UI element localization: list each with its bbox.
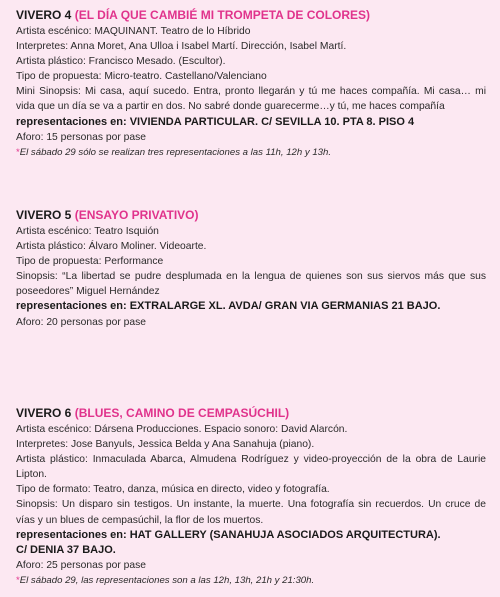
vivero-6-tipo-formato: Tipo de formato: Teatro, danza, música en directo, video y fotografía. <box>16 484 330 496</box>
vivero-5-subtitle: (ENSAYO PRIVATIVO) <box>74 208 199 222</box>
vivero-4-note-asterisk: * <box>16 146 20 158</box>
vivero-4-subtitle: (EL DÍA QUE CAMBIÉ MI TROMPETA DE COLORES) <box>74 8 371 22</box>
vivero-5-number: VIVERO 5 <box>16 208 72 222</box>
vivero-6-sinopsis: Sinopsis: Un disparo sin testigos. Un instante, la muerte. Una fotografía sin recuerdos. Un cruce de vías y un blues de cempasúchil, la flor de los muertos. <box>16 499 486 526</box>
vivero-6-representaciones-address: C/ DENIA 37 BAJO. <box>16 543 116 556</box>
vivero-4-artista-plastico: Artista plástico: Francisco Mesado. (Escultor). <box>16 56 226 68</box>
vivero-5 <box>16 206 486 330</box>
vivero-6-note-text: El sábado 29, las representaciones son a las 12h, 13h, 21h y 21:30h. <box>19 574 315 586</box>
vivero-6-number: VIVERO 6 <box>16 406 72 420</box>
vivero-6 <box>16 404 486 588</box>
vivero-6-artista-escenico: Artista escénico: Dársena Producciones. Espacio sonoro: David Alarcón. <box>16 424 348 435</box>
vivero-6-title <box>16 404 486 422</box>
vivero-5-tipo-propuesta: Tipo de propuesta: Performance <box>16 256 164 268</box>
vivero-4-interpretes: Interpretes: Anna Moret, Ana Ulloa i Isabel Martí. Dirección, Isabel Martí. <box>16 41 347 53</box>
vivero-5-sinopsis: Sinopsis: “La libertad se pudre desplumada en la lengua de quienes son sus siervos más que sus poseedores” Miguel Hernández <box>16 271 486 298</box>
vivero-6-note <box>16 573 486 588</box>
vivero-6-note-asterisk: * <box>16 574 20 586</box>
vivero-6-representaciones: representaciones en: HAT GALLERY (SANAHUJA ASOCIADOS ARQUITECTURA). <box>16 528 441 541</box>
vivero-4-title <box>16 6 486 24</box>
vivero-6-aforo: Aforo: 25 personas por pase <box>16 559 146 571</box>
vivero-4-sinopsis: Mini Sinopsis: Mi casa, aquí sucedo. Entra, pronto llegarán y tú me haces compañía. Mi casa… mi vida que un día se va a partir en dos. No sabré donde guarecerme…y tú, me haces compañía <box>16 86 486 113</box>
vivero-4-tipo-propuesta: Tipo de propuesta: Micro-teatro. Castellano/Valenciano <box>16 71 267 83</box>
vivero-4-aforo: Aforo: 15 personas por pase <box>16 131 146 143</box>
vivero-5-aforo: Aforo: 20 personas por pase <box>16 316 146 328</box>
vivero-6-interpretes: Interpretes: Jose Banyuls, Jessica Belda y Ana Sanahuja (piano). <box>16 439 315 451</box>
vivero-4-number: VIVERO 4 <box>16 8 72 22</box>
vivero-4-representaciones: representaciones en: VIVIENDA PARTICULAR. C/ SEVILLA 10. PTA 8. PISO 4 <box>16 115 415 128</box>
vivero-4-note <box>16 145 486 160</box>
vivero-5-artista-escenico: Artista escénico: Teatro Isquión <box>16 226 159 237</box>
vivero-6-artista-plastico: Artista plástico: Inmaculada Abarca, Almudena Rodríguez y video-proyección de la obra de Laurie Lipton. <box>16 454 486 481</box>
vivero-4-artista-escenico: Artista escénico: MAQUINANT. Teatro de lo Híbrido <box>16 26 251 37</box>
vivero-5-title <box>16 206 486 224</box>
vivero-6-subtitle: (BLUES, CAMINO DE CEMPASÚCHIL) <box>74 406 290 420</box>
vivero-4 <box>16 6 486 160</box>
vivero-5-artista-plastico: Artista plástico: Álvaro Moliner. Videoarte. <box>16 241 207 253</box>
vivero-5-representaciones: representaciones en: EXTRALARGE XL. AVDA/ GRAN VIA GERMANIAS 21 BAJO. <box>16 300 441 313</box>
vivero-4-note-text: El sábado 29 sólo se realizan tres representaciones a las 11h, 12h y 13h. <box>19 146 332 158</box>
